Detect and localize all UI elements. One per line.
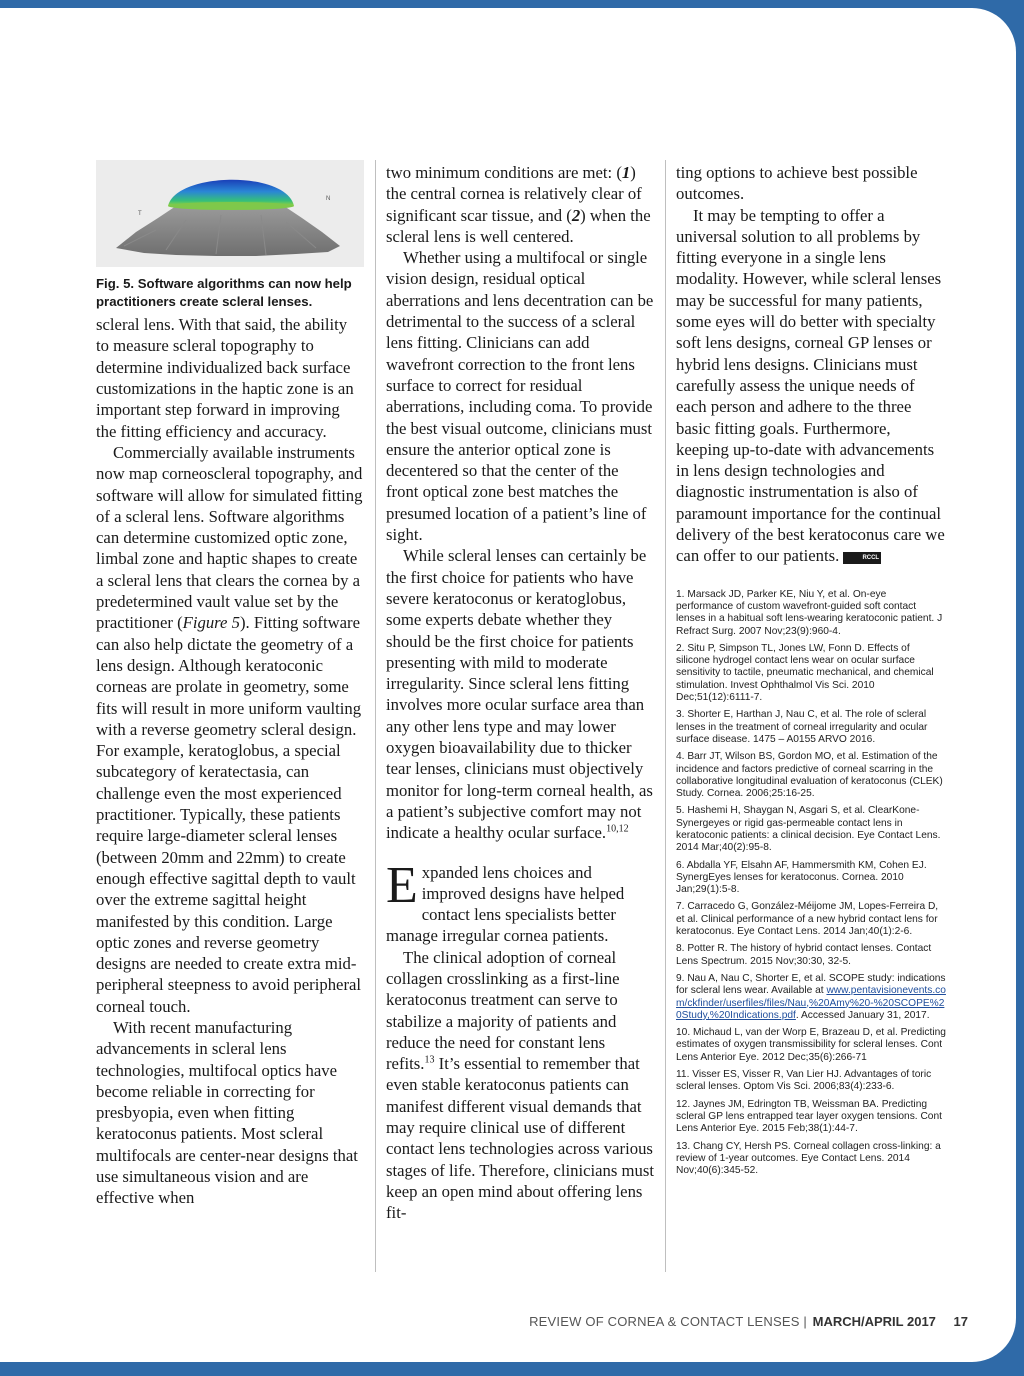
- paragraph: It may be tempting to offer a universal solution to all problems by fitting everyone in a single lens modality. However, while scleral lenses may be successful for many patients, some eyes will do better with specialty soft lens designs, corneal GP lenses or hybrid lens designs. Clinicians must carefully assess the unique needs of each person and adhere to the three basic fitting goals. Furthermore, keeping up-to-date with advancements in lens design technologies and diagnostic instrumentation is also of paramount importance for the continual delivery of the best keratoconus care we can offer to our patients. RCCL: [676, 205, 945, 566]
- figure-marker-left: T: [138, 211, 142, 217]
- column-2: [386, 162, 654, 1224]
- sclera-mesh: [116, 206, 340, 256]
- paragraph: Whether using a multifocal or single vision design, residual optical aberrations and lens decentration can be detrimental to the success of a scleral lens fitting. Clinicians can add wavefront correction to the front lens surface to correct for residual aberrations, including coma. To provide the best visual outcome, clinicians must ensure the anterior optical zone is decentered so that the center of the front optical zone best matches the presumed location of a patient’s line of sight.: [386, 248, 654, 545]
- reference-item: 7. Carracedo G, González-Méijome JM, Lopes-Ferreira D, et al. Clinical performance of a new hybrid contact lens for keratoconus. Eye Contact Lens. 2014 Jan;40(1):2-6.: [676, 901, 939, 938]
- end-mark-icon: RCCL: [843, 552, 881, 564]
- section-opening-paragraph: Expanded lens choices and improved designs have helped contact lens specialists better manage irregular cornea patients.: [386, 856, 625, 946]
- paragraph: With recent manufacturing advancements in scleral lens technologies, multifocal optics have become reliable in correcting for presbyopia, even when fitting keratoconus patients. Most scleral multifocals are center-near designs that use simultaneous vision and are effective when: [96, 1017, 358, 1208]
- reference-item: 13. Chang CY, Hersh PS. Corneal collagen cross-linking: a review of 1-year outcomes. Eye Contact Lens. 2014 Nov;40(6):345-52.: [676, 1140, 941, 1177]
- reference-item: 2. Situ P, Simpson TL, Jones LW, Fonn D. Effects of silicone hydrogel contact lens wear on ocular surface sensitivity to tactile, pneumatic mechanical, and chemical stimulation. Invest Ophthalmol Vis Sci. 2010 Dec;51(12):6111-7.: [676, 642, 934, 704]
- column-rule: [665, 160, 666, 1272]
- reference-item: 11. Visser ES, Visser R, Van Lier HJ. Advantages of toric scleral lenses. Optom Vis Sci. 2006;83(4):233-6.: [676, 1069, 932, 1093]
- journal-name: REVIEW OF CORNEA & CONTACT LENSES |: [529, 1314, 807, 1329]
- issue-date: MARCH/APRIL 2017: [812, 1314, 936, 1329]
- paragraph: Commercially available instruments now map corneoscleral topography, and software will allow for simulated fitting of a scleral lens. Software algorithms can determine customized optic zone, limbal zone and haptic shapes to create a scleral lens that clears the cornea by a predetermined vault value set by the practitioner (Figure 5). Fitting software can also help dictate the geometry of a lens design. Although keratoconic corneas are prolate in geometry, some fits will result in more uniform vaulting with a reverse geometry scleral design. For example, keratoglobus, a special subcategory of keratectasia, can challenge even the most experienced practitioner. Typically, these patients require large-diameter scleral lenses (between 20mm and 22mm) to create enough effective sagittal depth to vault over the extreme sagittal height manifested by this condition. Large optic zones and reverse geometry designs are needed to create extra mid-peripheral steepness to avoid peripheral corneal touch.: [96, 442, 363, 1016]
- reference-item: 4. Barr JT, Wilson BS, Gordon MO, et al. Estimation of the incidence and factors predictive of corneal scarring in the collaborative longitudinal evaluation of keratoconus (CLEK) Study. Cornea. 2006;25:16-25.: [676, 751, 943, 800]
- scleral-topography-render: [96, 160, 364, 267]
- paragraph: While scleral lenses can certainly be the first choice for patients who have severe keratoconus or keratoglobus, some experts debate whether they should be the first choice for patients presenting with mild to moderate irregularity. Since scleral lens fitting involves more ocular surface area than any other lens type and may lower oxygen bioavailability due to thicker tear lenses, clinicians must objectively monitor for long-term corneal health, as a patient’s subjective comfort may not indicate a healthy ocular surface.$^{10,12}$: [386, 546, 653, 843]
- reference-item: 1. Marsack JD, Parker KE, Niu Y, et al. On-eye performance of custom wavefront-guided soft contact lenses in a habitual soft lens-wearing keratoconic patient. J Refract Surg. 2007 Nov;23(9):960-4.: [676, 588, 943, 637]
- citation: 13: [424, 1054, 435, 1066]
- reference-item: 6. Abdalla YF, Elsahn AF, Hammersmith KM, Cohen EJ. SynergEyes lenses for keratoconus. Cornea. 2010 Jan;29(1):5-8.: [676, 859, 927, 896]
- reference-item: 5. Hashemi H, Shaygan N, Asgari S, et al. ClearKone-Synergeyes or rigid gas-permeable contact lens in keratoconic patients: a clinical decision. Eye Contact Lens. 2014 Mar;40(2):95-8.: [676, 805, 941, 854]
- page: [0, 8, 1016, 1362]
- page-number: 17: [953, 1314, 968, 1329]
- citation: 10,12: [606, 823, 629, 835]
- reference-item: 3. Shorter E, Harthan J, Nau C, et al. The role of scleral lenses in the treatment of corneal irregularity and ocular surface disease. 1475 – A0155 ARVO 2016.: [676, 709, 928, 745]
- drop-cap: E: [386, 856, 418, 914]
- column-3: [676, 162, 946, 1182]
- figure-5-image: [96, 160, 364, 267]
- paragraph: ting options to achieve best possible outcomes.: [676, 163, 918, 204]
- references-list: [676, 589, 946, 1178]
- reference-item: 9. Nau A, Nau C, Shorter E, et al. SCOPE study: indications for scleral lens wear. Available at www.pentavisionevents.com/ckfinder/userfiles/files/Nau,%20Amy%20-%20SCOPE%20Study,%20Indications.pdf. Accessed January 31, 2017.: [676, 972, 946, 1021]
- column-rule: [375, 160, 376, 1272]
- paragraph: The clinical adoption of corneal collagen crosslinking as a first-line keratoconus treatment can serve to stabilize a majority of patients and reduce the need for constant lens refits.$^{13}$ It’s essential to remember that even stable keratoconus patients can manifest different visual demands that may require clinical use of different contact lens technologies across various stages of life. Therefore, clinicians must keep an open mind about offering lens fit-: [386, 947, 654, 1223]
- paragraph: scleral lens. With that said, the ability to measure scleral topography to determine individualized back surface customizations in the haptic zone is an important step forward in improving the fitting efficiency and accuracy.: [96, 315, 354, 441]
- figure-caption: Fig. 5. Software algorithms can now help practitioners create scleral lenses.: [96, 276, 352, 309]
- reference-item: 10. Michaud L, van der Worp E, Brazeau D, et al. Predicting estimates of oxygen transmissibility for scleral lenses. Cont Lens Anterior Eye. 2012 Dec;35(6):266-71: [676, 1027, 946, 1063]
- reference-item: 8. Potter R. The history of hybrid contact lenses. Contact Lens Spectrum. 2015 Nov;30:30, 32-5.: [676, 943, 932, 967]
- figure-marker-right: N: [326, 196, 331, 202]
- figure-reference: Figure 5: [182, 613, 240, 633]
- paragraph: two minimum conditions are met: (1) the central cornea is relatively clear of significant scar tissue, and (2) when the scleral lens is well centered.: [386, 163, 651, 246]
- reference-link[interactable]: www.pentavisionevents.com/ckfinder/userfiles/files/Nau,%20Amy%20-%20SCOPE%20Study,%20Indications.pdf: [676, 985, 946, 1021]
- reference-item: 12. Jaynes JM, Edrington TB, Weissman BA. Predicting scleral GP lens entrapped tear layer oxygen tensions. Cont Lens Anterior Eye. 2015 Feb;38(1):44-7.: [676, 1098, 942, 1135]
- page-footer: [529, 1314, 968, 1329]
- column-1: [96, 160, 364, 1209]
